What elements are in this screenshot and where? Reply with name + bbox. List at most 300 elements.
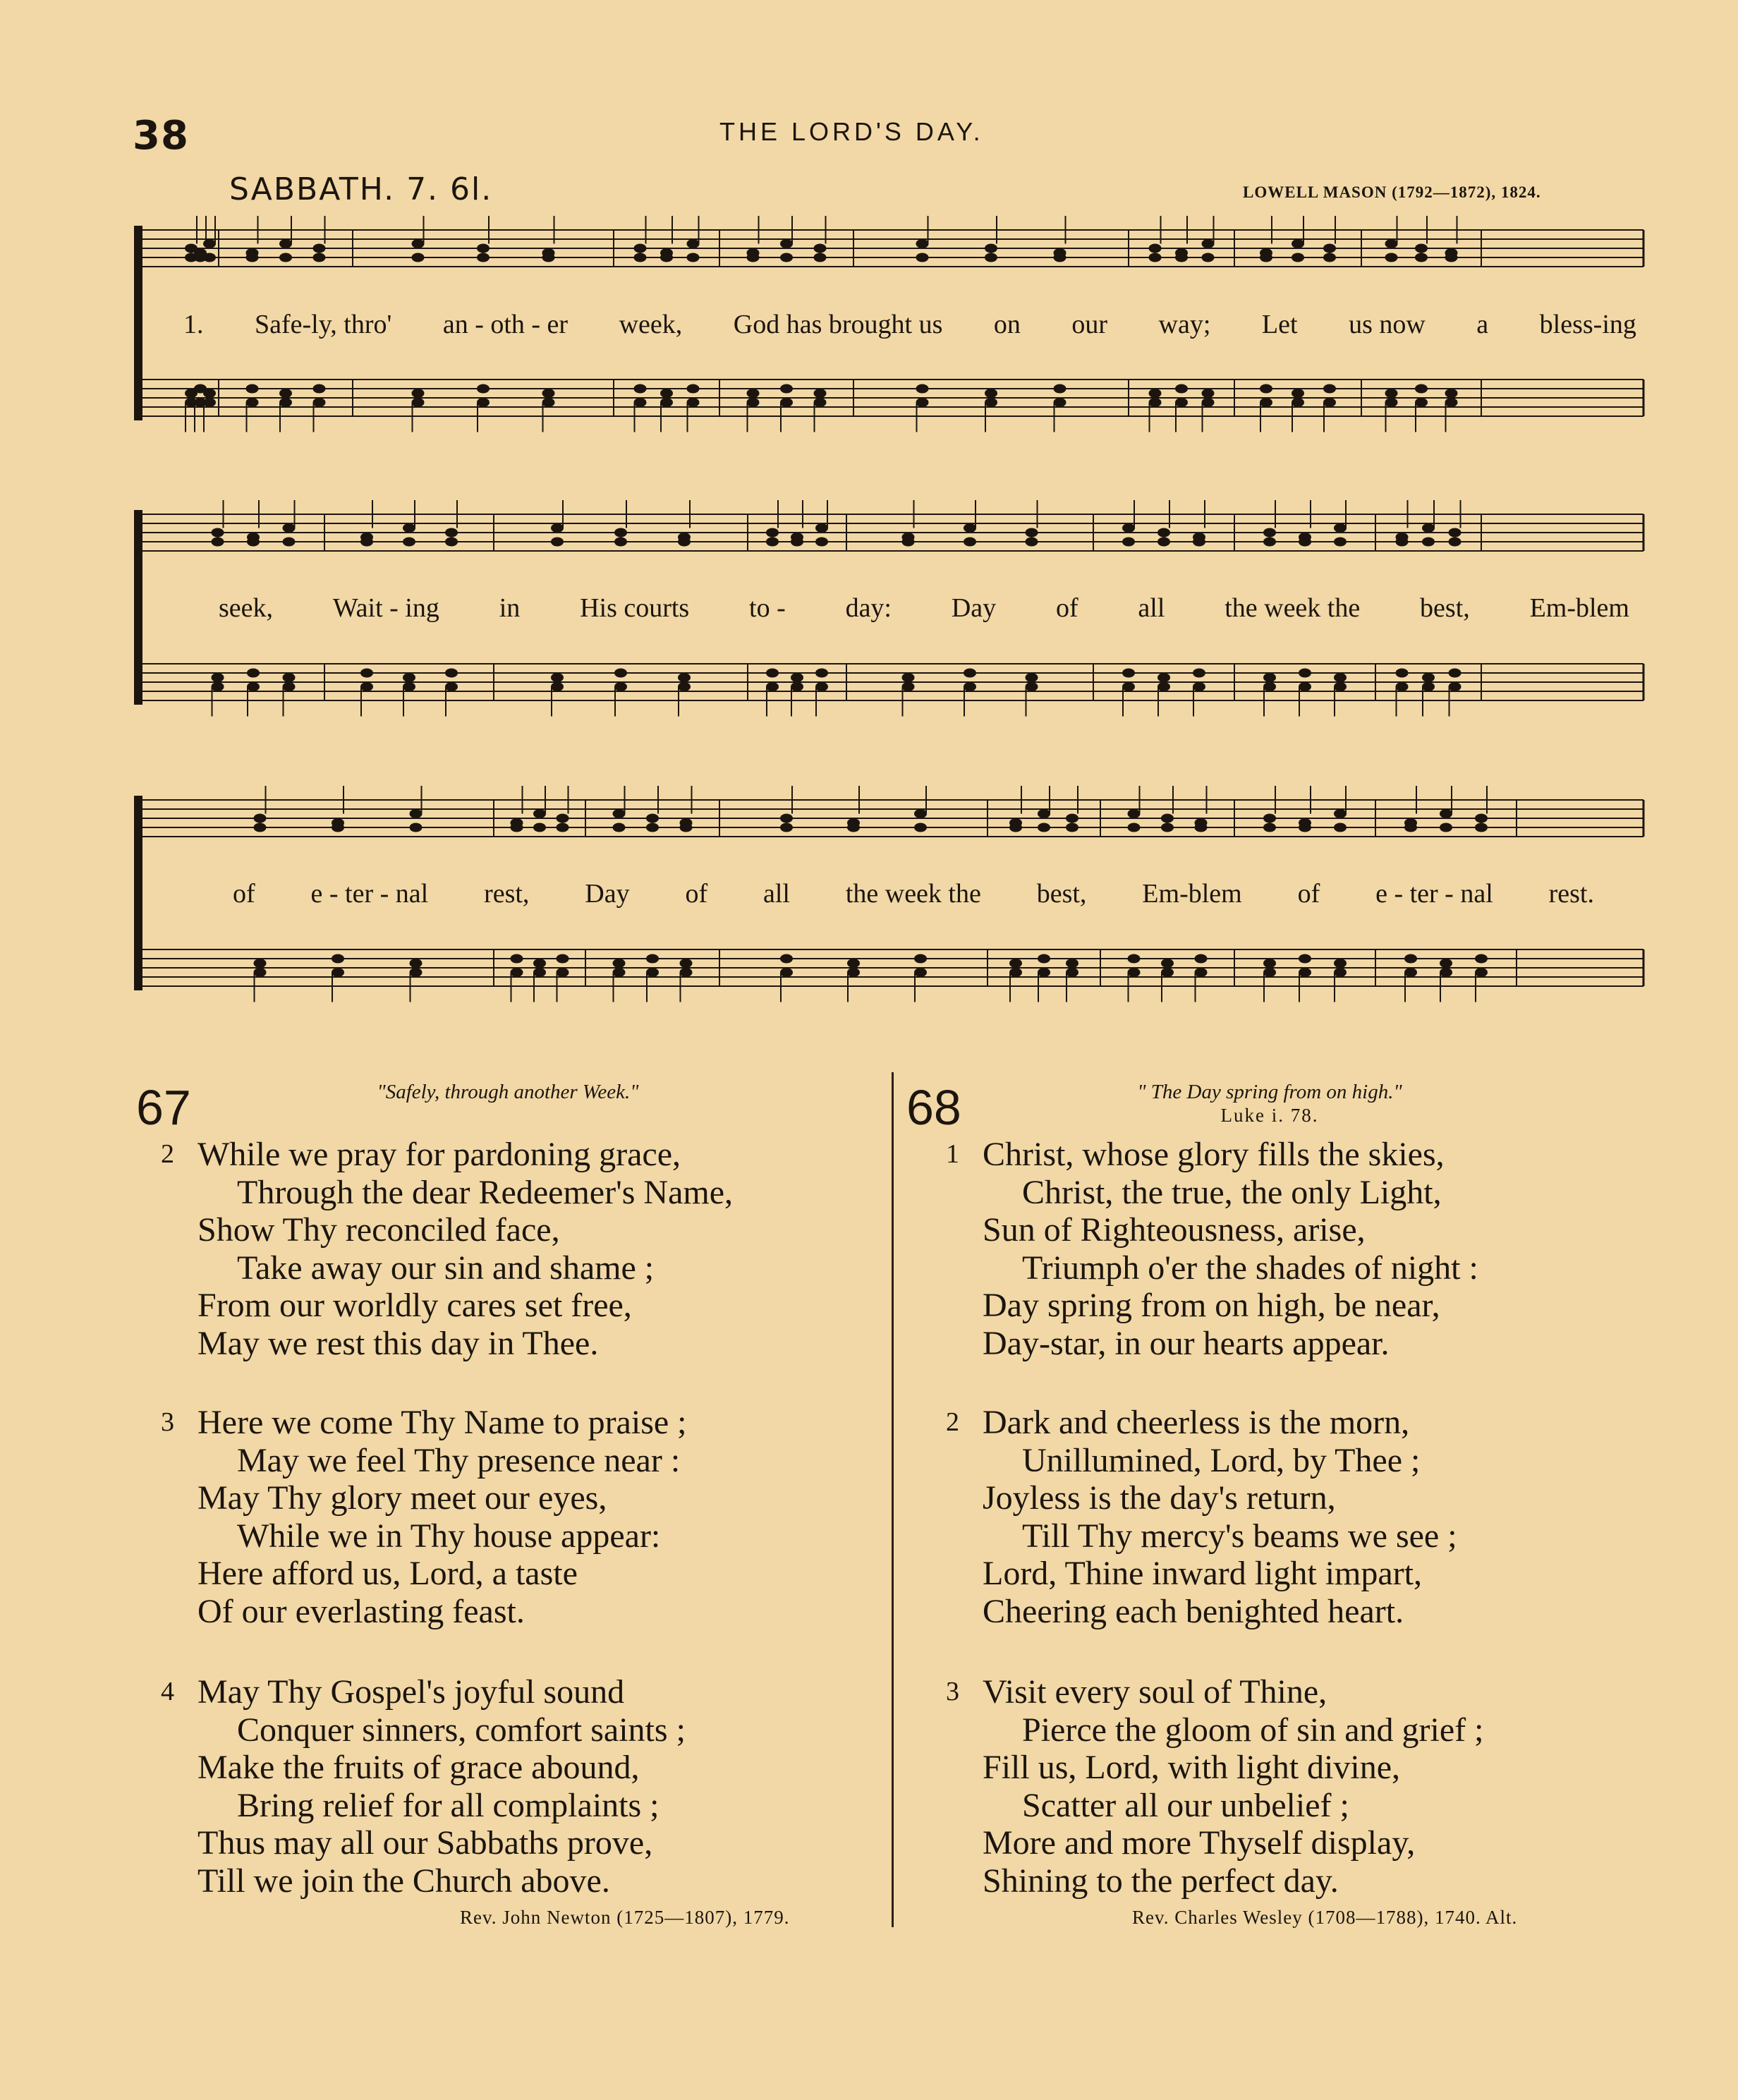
stanza-line: Shining to the perfect day. — [983, 1862, 1339, 1900]
notehead — [914, 968, 927, 977]
notehead — [678, 682, 691, 691]
notehead — [551, 538, 564, 547]
notehead — [1475, 968, 1488, 977]
notehead — [613, 959, 626, 968]
lyric-syllable: Day — [585, 879, 630, 909]
notehead — [477, 253, 490, 262]
notehead — [203, 253, 216, 262]
notehead — [313, 244, 326, 253]
stanza-number: 3 — [946, 1677, 959, 1706]
notehead — [1415, 384, 1428, 394]
notehead — [1299, 682, 1311, 691]
notehead — [916, 384, 929, 394]
notehead — [687, 239, 700, 248]
notehead — [410, 823, 423, 832]
notehead — [914, 809, 927, 818]
lyric-syllable: best, — [1420, 593, 1470, 623]
stanza-line: Till we join the Church above. — [198, 1862, 610, 1900]
stanza-line: Till Thy mercy's beams we see ; — [1022, 1517, 1457, 1555]
notehead — [1415, 398, 1428, 407]
notehead — [1396, 669, 1409, 678]
notehead — [246, 384, 259, 394]
lyric-syllable: our — [1071, 310, 1108, 339]
notehead — [247, 669, 260, 678]
notehead — [551, 682, 564, 691]
stanza-number: 3 — [161, 1407, 174, 1437]
notehead — [1449, 538, 1462, 547]
stanza-line: Day spring from on high, be near, — [983, 1287, 1440, 1324]
notehead — [1263, 959, 1276, 968]
stanza-line: Here we come Thy Name to praise ; — [198, 1404, 687, 1441]
notehead — [279, 398, 292, 407]
notehead — [680, 968, 693, 977]
notehead — [557, 814, 569, 823]
notehead — [279, 389, 292, 398]
notehead — [1475, 823, 1488, 832]
stanza-line: May we rest this day in Thee. — [198, 1324, 599, 1362]
notehead — [212, 538, 224, 547]
notehead — [1334, 538, 1347, 547]
lyric-syllable: of — [685, 879, 708, 909]
notehead — [1445, 253, 1458, 262]
lyric-syllable: Let — [1261, 310, 1298, 339]
notehead — [1175, 253, 1188, 262]
notehead — [1404, 968, 1417, 977]
notehead — [1161, 968, 1174, 977]
stanza-line: Take away our sin and shame ; — [237, 1249, 655, 1287]
notehead — [747, 389, 760, 398]
hymn-67-number: 67 — [136, 1080, 191, 1135]
notehead — [902, 673, 915, 682]
notehead — [412, 389, 425, 398]
notehead — [1128, 809, 1141, 818]
notehead — [403, 673, 415, 682]
stanza-number: 2 — [946, 1407, 959, 1437]
notehead — [254, 823, 267, 832]
notehead — [646, 814, 659, 823]
system-bracket — [134, 510, 142, 705]
notehead — [1038, 809, 1050, 818]
notehead — [780, 814, 793, 823]
notehead — [1299, 954, 1311, 964]
notehead — [1195, 823, 1208, 832]
notehead — [1449, 528, 1462, 538]
notehead — [1122, 523, 1135, 533]
notehead — [916, 239, 929, 248]
notehead — [791, 682, 803, 691]
stanza-line: Dark and cheerless is the morn, — [983, 1404, 1410, 1441]
notehead — [916, 398, 929, 407]
notehead — [551, 673, 564, 682]
notehead — [1323, 384, 1336, 394]
lyric-syllable: of — [233, 879, 255, 909]
lyric-syllable: of — [1055, 593, 1078, 623]
notehead — [403, 538, 415, 547]
hymn-68-stanza-3 — [946, 1673, 1484, 1900]
notehead — [814, 389, 827, 398]
notehead — [1260, 384, 1272, 394]
hymn-67-author: Rev. John Newton (1725—1807), 1779. — [460, 1907, 790, 1928]
lyric-syllable: Day — [951, 593, 997, 623]
notehead — [412, 253, 425, 262]
notehead — [1440, 968, 1452, 977]
notehead — [1299, 669, 1311, 678]
stanza-line: Lord, Thine inward light impart, — [983, 1555, 1422, 1592]
notehead — [332, 968, 344, 977]
notehead — [1334, 673, 1347, 682]
notehead — [246, 253, 259, 262]
notehead — [1128, 954, 1141, 964]
notehead — [1299, 968, 1311, 977]
notehead — [1122, 682, 1135, 691]
notehead — [1149, 398, 1162, 407]
notehead — [1263, 528, 1276, 538]
notehead — [1128, 823, 1141, 832]
notehead — [613, 809, 626, 818]
notehead — [542, 389, 555, 398]
notehead — [445, 538, 458, 547]
stanza-line: May Thy Gospel's joyful sound — [198, 1673, 625, 1711]
notehead — [916, 253, 929, 262]
notehead — [1449, 669, 1462, 678]
notehead — [533, 809, 546, 818]
notehead — [747, 253, 760, 262]
notehead — [477, 244, 490, 253]
notehead — [1415, 244, 1428, 253]
notehead — [1263, 823, 1276, 832]
notehead — [313, 384, 326, 394]
notehead — [614, 528, 627, 538]
notehead — [1385, 253, 1398, 262]
notehead — [313, 398, 326, 407]
notehead — [1009, 968, 1022, 977]
stanza-line: Joyless is the day's return, — [983, 1479, 1336, 1517]
notehead — [203, 389, 216, 398]
stanza-line: Fill us, Lord, with light divine, — [983, 1749, 1401, 1786]
notehead — [1396, 538, 1409, 547]
notehead — [1263, 538, 1276, 547]
notehead — [551, 523, 564, 533]
notehead — [687, 253, 700, 262]
notehead — [815, 669, 828, 678]
notehead — [212, 673, 224, 682]
lyric-syllable: us now — [1349, 310, 1426, 339]
lyric-syllable: the week the — [1224, 593, 1361, 623]
notehead — [1038, 954, 1050, 964]
notehead — [1415, 253, 1428, 262]
lyric-syllable: bless-ing — [1539, 310, 1636, 339]
lyric-syllable: way; — [1158, 310, 1211, 339]
notehead — [614, 682, 627, 691]
hymn-67-stanza-3 — [161, 1404, 687, 1630]
stanza-line: Visit every soul of Thine, — [983, 1673, 1327, 1711]
notehead — [1475, 954, 1488, 964]
notehead — [815, 682, 828, 691]
notehead — [1323, 244, 1336, 253]
notehead — [634, 398, 647, 407]
notehead — [1202, 239, 1215, 248]
lyric-syllable: God has brought us — [733, 310, 943, 339]
page-number: 38 — [133, 113, 189, 159]
notehead — [1334, 523, 1347, 533]
notehead — [1260, 398, 1272, 407]
notehead — [1202, 253, 1215, 262]
lyric-syllable: the week the — [845, 879, 981, 909]
lyric-syllable: in — [499, 593, 521, 623]
notehead — [1054, 398, 1066, 407]
lyric-syllable: of — [1297, 879, 1320, 909]
notehead — [914, 954, 927, 964]
notehead — [985, 253, 997, 262]
notehead — [1149, 389, 1162, 398]
lyric-syllable: all — [762, 879, 790, 909]
notehead — [283, 682, 296, 691]
hymn-67-title: "Safely, through another Week." — [377, 1081, 639, 1103]
notehead — [246, 398, 259, 407]
notehead — [678, 538, 691, 547]
notehead — [1026, 538, 1038, 547]
notehead — [212, 528, 224, 538]
stanza-line: Christ, the true, the only Light, — [1022, 1173, 1442, 1211]
notehead — [780, 239, 793, 248]
notehead — [1445, 398, 1458, 407]
notehead — [1009, 823, 1022, 832]
system-bracket — [134, 226, 142, 420]
tune-name: SABBATH. 7. 6l. — [229, 171, 493, 207]
lyrics-system-1 — [183, 309, 1636, 340]
notehead — [1334, 968, 1347, 977]
notehead — [634, 384, 647, 394]
notehead — [1195, 954, 1208, 964]
notehead — [1292, 239, 1304, 248]
notehead — [902, 682, 915, 691]
lyric-syllable: day: — [845, 593, 892, 623]
notehead — [247, 538, 260, 547]
notehead — [1038, 968, 1050, 977]
hymn-68-title: " The Day spring from on high." — [1137, 1081, 1402, 1103]
notehead — [557, 823, 569, 832]
notehead — [511, 823, 523, 832]
notehead — [1323, 253, 1336, 262]
notehead — [1026, 673, 1038, 682]
notehead — [678, 673, 691, 682]
notehead — [511, 968, 523, 977]
notehead — [1404, 823, 1417, 832]
notehead — [254, 959, 267, 968]
notehead — [542, 398, 555, 407]
stanza-line: Here afford us, Lord, a taste — [198, 1555, 578, 1592]
notehead — [1299, 538, 1311, 547]
notehead — [766, 669, 779, 678]
notehead — [1299, 823, 1311, 832]
notehead — [766, 682, 779, 691]
notehead — [964, 669, 976, 678]
system-bracket — [134, 796, 142, 990]
column-divider — [892, 1072, 894, 1927]
notehead — [203, 398, 216, 407]
notehead — [1066, 814, 1078, 823]
notehead — [1263, 682, 1276, 691]
notehead — [1263, 814, 1276, 823]
stanza-line: Christ, whose glory fills the skies, — [983, 1136, 1445, 1173]
notehead — [477, 384, 490, 394]
notehead — [332, 823, 344, 832]
notehead — [1422, 673, 1435, 682]
notehead — [412, 239, 425, 248]
notehead — [254, 968, 267, 977]
stanza-line: Cheering each benighted heart. — [983, 1592, 1404, 1630]
notehead — [1334, 682, 1347, 691]
notehead — [1149, 244, 1162, 253]
notehead — [1175, 398, 1188, 407]
notehead — [964, 682, 976, 691]
notehead — [687, 384, 700, 394]
notehead — [1066, 959, 1078, 968]
notehead — [614, 538, 627, 547]
lyric-syllable: seek, — [219, 593, 274, 623]
stanza-number: 4 — [161, 1677, 174, 1706]
notehead — [412, 398, 425, 407]
notehead — [814, 253, 827, 262]
stanza-line: Through the dear Redeemer's Name, — [237, 1173, 734, 1211]
notehead — [557, 968, 569, 977]
lyric-syllable: all — [1138, 593, 1165, 623]
running-head: THE LORD'S DAY. — [719, 117, 984, 146]
stanza-line: Pierce the gloom of sin and grief ; — [1022, 1711, 1484, 1749]
notehead — [1026, 528, 1038, 538]
notehead — [1009, 959, 1022, 968]
notehead — [533, 959, 546, 968]
notehead — [614, 669, 627, 678]
notehead — [212, 682, 224, 691]
notehead — [780, 968, 793, 977]
notehead — [1449, 682, 1462, 691]
notehead — [1161, 814, 1174, 823]
hymn-67-stanza-2 — [161, 1136, 734, 1362]
notehead — [445, 669, 458, 678]
notehead — [283, 538, 296, 547]
notehead — [1038, 823, 1050, 832]
notehead — [1193, 538, 1205, 547]
notehead — [1440, 809, 1452, 818]
hymn-68-stanza-2 — [946, 1404, 1457, 1630]
lyric-syllable: e - ter - nal — [310, 879, 429, 909]
notehead — [815, 538, 828, 547]
notehead — [1292, 389, 1304, 398]
notehead — [780, 398, 793, 407]
hymn-68-author: Rev. Charles Wesley (1708—1788), 1740. Alt. — [1132, 1907, 1518, 1928]
notehead — [1202, 389, 1215, 398]
notehead — [1128, 968, 1141, 977]
notehead — [780, 253, 793, 262]
notehead — [1445, 389, 1458, 398]
stanza-line: May Thy glory meet our eyes, — [198, 1479, 607, 1517]
notehead — [1292, 398, 1304, 407]
notehead — [1440, 823, 1452, 832]
notehead — [814, 244, 827, 253]
notehead — [279, 239, 292, 248]
notehead — [1026, 682, 1038, 691]
notehead — [1161, 959, 1174, 968]
lyric-syllable: an - oth - er — [442, 310, 569, 339]
notehead — [1193, 669, 1205, 678]
notehead — [533, 968, 546, 977]
notehead — [1334, 959, 1347, 968]
notehead — [791, 673, 803, 682]
hymn-68-stanza-1 — [946, 1136, 1478, 1362]
lyric-syllable: a — [1476, 310, 1489, 339]
notehead — [646, 823, 659, 832]
notehead — [815, 523, 828, 533]
notehead — [680, 959, 693, 968]
notehead — [511, 954, 523, 964]
notehead — [1385, 389, 1398, 398]
notehead — [646, 968, 659, 977]
stanza-line: While we pray for pardoning grace, — [198, 1136, 681, 1173]
notehead — [1475, 814, 1488, 823]
stanza-line: Make the fruits of grace abound, — [198, 1749, 640, 1786]
notehead — [1292, 253, 1304, 262]
notehead — [1404, 954, 1417, 964]
notehead — [902, 538, 915, 547]
lyric-syllable: Em-blem — [1142, 879, 1242, 909]
notehead — [542, 253, 555, 262]
notehead — [445, 528, 458, 538]
stanza-line: Show Thy reconciled face, — [198, 1211, 560, 1249]
stanza-line: Of our everlasting feast. — [198, 1592, 525, 1630]
notehead — [680, 823, 693, 832]
notehead — [1422, 523, 1435, 533]
notehead — [1193, 682, 1205, 691]
notehead — [1263, 673, 1276, 682]
stanza-line: Conquer sinners, comfort saints ; — [237, 1711, 686, 1749]
notehead — [1066, 968, 1078, 977]
notehead — [847, 959, 860, 968]
notehead — [1054, 384, 1066, 394]
notehead — [279, 253, 292, 262]
notehead — [360, 669, 373, 678]
notehead — [477, 398, 490, 407]
stanza-line: May we feel Thy presence near : — [237, 1441, 681, 1479]
notehead — [1422, 538, 1435, 547]
notehead — [634, 244, 647, 253]
lyric-syllable: Wait - ing — [332, 593, 439, 623]
notehead — [1122, 669, 1135, 678]
hymn-68-reference: Luke i. 78. — [1220, 1105, 1319, 1126]
stanza-line: Triumph o'er the shades of night : — [1022, 1249, 1478, 1287]
notehead — [766, 538, 779, 547]
stanza-line: Unillumined, Lord, by Thee ; — [1022, 1441, 1421, 1479]
notehead — [247, 682, 260, 691]
notehead — [1157, 682, 1170, 691]
notehead — [410, 968, 423, 977]
lyric-syllable: week, — [619, 310, 683, 339]
notehead — [847, 823, 860, 832]
notehead — [403, 682, 415, 691]
notehead — [1157, 538, 1170, 547]
lyric-syllable: on — [993, 310, 1021, 339]
notehead — [410, 959, 423, 968]
notehead — [1334, 823, 1347, 832]
notehead — [964, 538, 976, 547]
notehead — [254, 814, 267, 823]
notehead — [613, 968, 626, 977]
notehead — [914, 823, 927, 832]
stanza-line: Sun of Righteousness, arise, — [983, 1211, 1366, 1249]
notehead — [283, 523, 296, 533]
hymn-67-stanza-4 — [161, 1673, 686, 1900]
notehead — [766, 528, 779, 538]
